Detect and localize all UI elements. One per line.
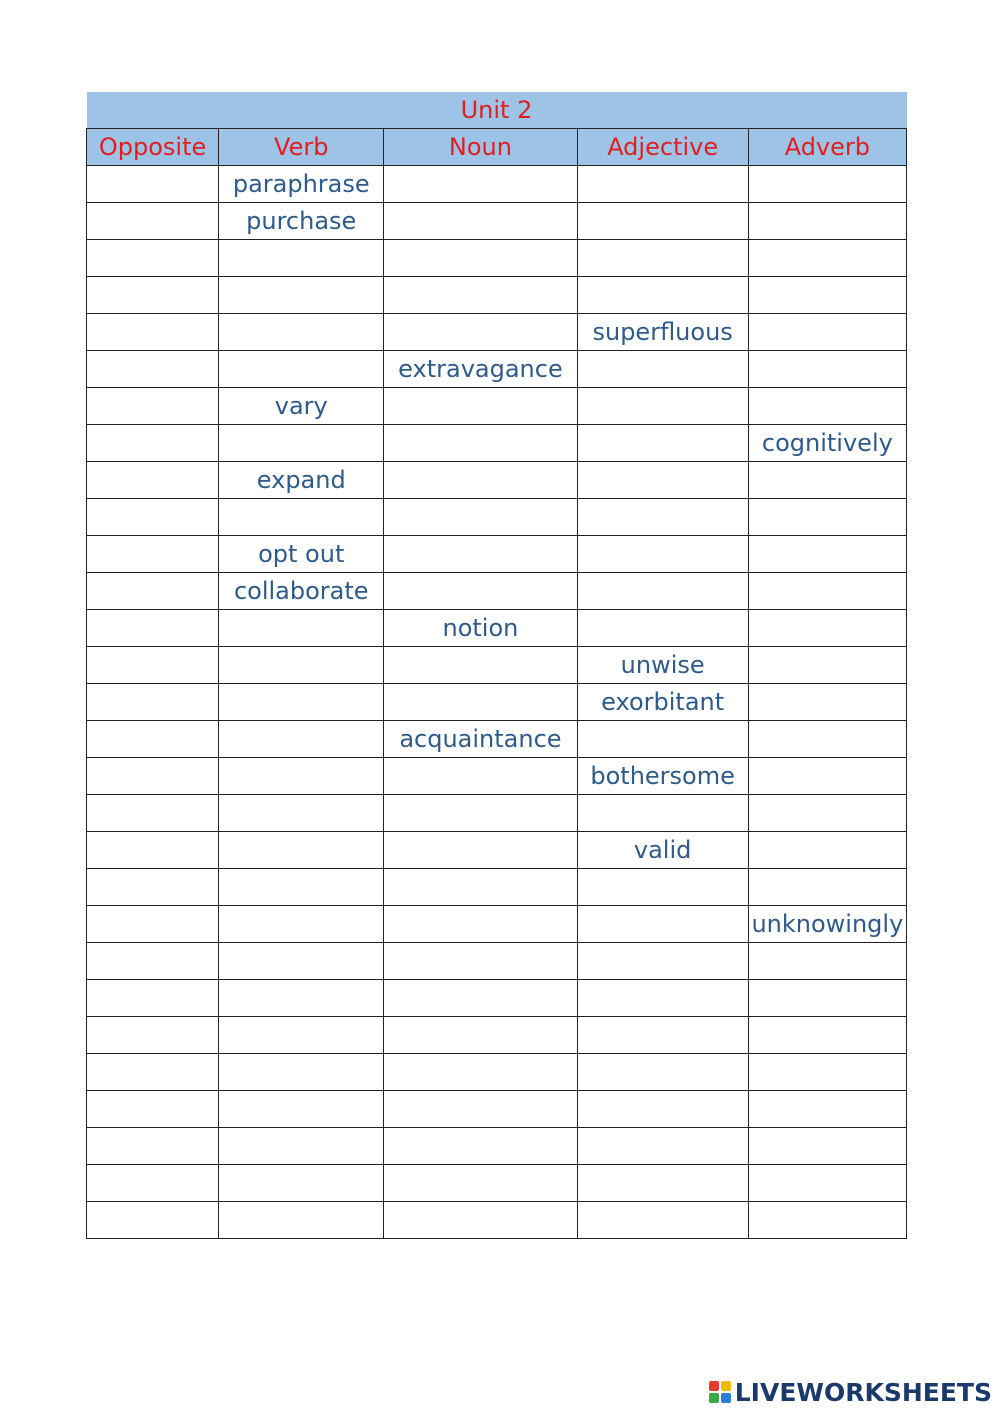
cell-verb[interactable]: [219, 277, 384, 314]
cell-adverb[interactable]: [748, 943, 906, 980]
cell-adjective[interactable]: [577, 277, 748, 314]
table-row: [87, 240, 907, 277]
worksheet-table: [86, 92, 907, 1239]
cell-verb: collaborate: [219, 573, 384, 610]
cell-noun[interactable]: [384, 869, 577, 906]
cell-adjective: bothersome: [577, 758, 748, 795]
cell-adjective: exorbitant: [577, 684, 748, 721]
cell-opposite[interactable]: [87, 1128, 219, 1165]
liveworksheets-logo-icon: [709, 1381, 731, 1403]
cell-noun[interactable]: [384, 1091, 577, 1128]
cell-opposite[interactable]: [87, 1017, 219, 1054]
table-row: [87, 980, 907, 1017]
table-row: [87, 536, 907, 573]
table-row: [87, 684, 907, 721]
cell-verb[interactable]: [219, 647, 384, 684]
cell-opposite[interactable]: [87, 980, 219, 1017]
cell-opposite[interactable]: [87, 166, 219, 203]
cell-adverb[interactable]: [748, 277, 906, 314]
table-row: [87, 795, 907, 832]
table-row: [87, 1091, 907, 1128]
cell-noun[interactable]: [384, 906, 577, 943]
cell-adverb[interactable]: [748, 610, 906, 647]
cell-noun[interactable]: [384, 499, 577, 536]
cell-adverb[interactable]: [748, 832, 906, 869]
cell-verb[interactable]: [219, 758, 384, 795]
cell-adjective[interactable]: [577, 425, 748, 462]
cell-adjective[interactable]: [577, 869, 748, 906]
cell-adjective[interactable]: [577, 721, 748, 758]
table-row: [87, 573, 907, 610]
cell-noun[interactable]: [384, 943, 577, 980]
cell-adjective[interactable]: [577, 795, 748, 832]
cell-adjective[interactable]: [577, 980, 748, 1017]
cell-adverb[interactable]: [748, 1091, 906, 1128]
cell-verb[interactable]: [219, 832, 384, 869]
cell-opposite[interactable]: [87, 832, 219, 869]
cell-adverb[interactable]: [748, 1128, 906, 1165]
cell-opposite[interactable]: [87, 647, 219, 684]
cell-opposite[interactable]: [87, 1091, 219, 1128]
cell-verb[interactable]: [219, 869, 384, 906]
table-row: [87, 1202, 907, 1239]
cell-verb[interactable]: [219, 351, 384, 388]
table-row: [87, 425, 907, 462]
cell-noun[interactable]: [384, 684, 577, 721]
cell-noun[interactable]: [384, 832, 577, 869]
cell-adverb[interactable]: [748, 1165, 906, 1202]
cell-adjective[interactable]: [577, 240, 748, 277]
cell-opposite[interactable]: [87, 240, 219, 277]
cell-adverb[interactable]: [748, 721, 906, 758]
title-row: [87, 92, 907, 129]
cell-adjective[interactable]: [577, 906, 748, 943]
cell-adjective[interactable]: [577, 536, 748, 573]
cell-noun[interactable]: [384, 536, 577, 573]
cell-adjective[interactable]: [577, 388, 748, 425]
cell-noun[interactable]: [384, 388, 577, 425]
cell-adjective[interactable]: [577, 1054, 748, 1091]
cell-verb[interactable]: [219, 1054, 384, 1091]
header-noun: Noun: [384, 129, 577, 166]
cell-noun[interactable]: [384, 1128, 577, 1165]
cell-opposite[interactable]: [87, 906, 219, 943]
cell-adverb[interactable]: [748, 351, 906, 388]
cell-adverb[interactable]: [748, 203, 906, 240]
cell-noun[interactable]: [384, 277, 577, 314]
cell-opposite[interactable]: [87, 758, 219, 795]
cell-verb[interactable]: [219, 1165, 384, 1202]
header-adverb: Adverb: [748, 129, 906, 166]
header-row: [87, 129, 907, 166]
cell-adjective[interactable]: [577, 573, 748, 610]
table-row: [87, 943, 907, 980]
cell-noun[interactable]: [384, 1202, 577, 1239]
table-row: [87, 499, 907, 536]
cell-adverb[interactable]: [748, 536, 906, 573]
cell-adjective[interactable]: [577, 1202, 748, 1239]
cell-opposite[interactable]: [87, 795, 219, 832]
cell-opposite[interactable]: [87, 351, 219, 388]
cell-noun[interactable]: [384, 795, 577, 832]
cell-adverb[interactable]: [748, 980, 906, 1017]
brand-text: LIVEWORKSHEETS: [734, 1377, 992, 1407]
cell-adverb[interactable]: [748, 314, 906, 351]
cell-adverb[interactable]: [748, 1017, 906, 1054]
cell-adjective[interactable]: [577, 351, 748, 388]
cell-adverb[interactable]: [748, 1202, 906, 1239]
table-row: [87, 610, 907, 647]
cell-verb[interactable]: [219, 1017, 384, 1054]
cell-adverb[interactable]: [748, 1054, 906, 1091]
table-row: [87, 758, 907, 795]
cell-verb[interactable]: [219, 499, 384, 536]
cell-verb: expand: [219, 462, 384, 499]
table-row: [87, 1165, 907, 1202]
header-adjective: Adjective: [577, 129, 748, 166]
cell-adjective[interactable]: [577, 462, 748, 499]
table-row: [87, 388, 907, 425]
cell-adjective: valid: [577, 832, 748, 869]
cell-verb[interactable]: [219, 425, 384, 462]
cell-adjective[interactable]: [577, 610, 748, 647]
table-row: [87, 1017, 907, 1054]
cell-adjective[interactable]: [577, 1017, 748, 1054]
cell-adjective: superfluous: [577, 314, 748, 351]
cell-noun: extravagance: [384, 351, 577, 388]
cell-opposite[interactable]: [87, 573, 219, 610]
header-verb: Verb: [219, 129, 384, 166]
cell-verb[interactable]: [219, 240, 384, 277]
cell-noun[interactable]: [384, 573, 577, 610]
table-row: [87, 314, 907, 351]
cell-adjective[interactable]: [577, 499, 748, 536]
cell-noun[interactable]: [384, 1054, 577, 1091]
cell-opposite[interactable]: [87, 499, 219, 536]
cell-adjective[interactable]: [577, 203, 748, 240]
table-row: [87, 462, 907, 499]
cell-opposite[interactable]: [87, 462, 219, 499]
cell-noun[interactable]: [384, 647, 577, 684]
cell-verb[interactable]: [219, 1128, 384, 1165]
table-row: [87, 166, 907, 203]
cell-verb[interactable]: [219, 906, 384, 943]
cell-opposite[interactable]: [87, 869, 219, 906]
cell-opposite[interactable]: [87, 536, 219, 573]
cell-opposite[interactable]: [87, 721, 219, 758]
cell-opposite[interactable]: [87, 684, 219, 721]
cell-noun[interactable]: [384, 462, 577, 499]
table-row: [87, 277, 907, 314]
cell-adverb[interactable]: [748, 166, 906, 203]
cell-adverb[interactable]: [748, 388, 906, 425]
cell-noun: acquaintance: [384, 721, 577, 758]
cell-noun[interactable]: [384, 166, 577, 203]
cell-adverb[interactable]: [748, 499, 906, 536]
cell-opposite[interactable]: [87, 610, 219, 647]
cell-adjective[interactable]: [577, 1128, 748, 1165]
cell-adverb[interactable]: [748, 869, 906, 906]
cell-noun[interactable]: [384, 1017, 577, 1054]
cell-noun: notion: [384, 610, 577, 647]
header-opposite: Opposite: [87, 129, 219, 166]
cell-verb[interactable]: [219, 980, 384, 1017]
table-row: [87, 721, 907, 758]
cell-noun[interactable]: [384, 980, 577, 1017]
cell-adjective[interactable]: [577, 166, 748, 203]
cell-opposite[interactable]: [87, 1202, 219, 1239]
cell-verb: vary: [219, 388, 384, 425]
cell-adverb: cognitively: [748, 425, 906, 462]
table-row: [87, 832, 907, 869]
cell-noun[interactable]: [384, 314, 577, 351]
cell-adverb[interactable]: [748, 240, 906, 277]
cell-opposite[interactable]: [87, 277, 219, 314]
cell-verb[interactable]: [219, 684, 384, 721]
cell-verb[interactable]: [219, 1202, 384, 1239]
cell-adjective[interactable]: [577, 943, 748, 980]
cell-opposite[interactable]: [87, 943, 219, 980]
cell-adverb[interactable]: [748, 573, 906, 610]
cell-adverb[interactable]: [748, 647, 906, 684]
cell-noun[interactable]: [384, 203, 577, 240]
cell-verb[interactable]: [219, 721, 384, 758]
cell-verb[interactable]: [219, 943, 384, 980]
table-row: [87, 1054, 907, 1091]
cell-opposite[interactable]: [87, 203, 219, 240]
cell-adjective[interactable]: [577, 1165, 748, 1202]
cell-verb[interactable]: [219, 1091, 384, 1128]
cell-verb: purchase: [219, 203, 384, 240]
cell-verb: paraphrase: [219, 166, 384, 203]
cell-verb: opt out: [219, 536, 384, 573]
table-row: [87, 351, 907, 388]
table-row: [87, 869, 907, 906]
cell-noun[interactable]: [384, 1165, 577, 1202]
cell-opposite[interactable]: [87, 388, 219, 425]
cell-noun[interactable]: [384, 425, 577, 462]
cell-adverb[interactable]: [748, 462, 906, 499]
cell-opposite[interactable]: [87, 1165, 219, 1202]
unit-title: Unit 2: [87, 92, 907, 129]
cell-adverb: unknowingly: [748, 906, 906, 943]
table-row: [87, 647, 907, 684]
table-row: [87, 1128, 907, 1165]
table-row: [87, 906, 907, 943]
cell-verb[interactable]: [219, 314, 384, 351]
cell-verb[interactable]: [219, 795, 384, 832]
cell-noun[interactable]: [384, 758, 577, 795]
cell-adjective: unwise: [577, 647, 748, 684]
cell-adverb[interactable]: [748, 684, 906, 721]
cell-noun[interactable]: [384, 240, 577, 277]
table-row: [87, 203, 907, 240]
cell-opposite[interactable]: [87, 425, 219, 462]
cell-opposite[interactable]: [87, 1054, 219, 1091]
cell-adverb[interactable]: [748, 795, 906, 832]
liveworksheets-brand: [709, 1376, 992, 1408]
cell-verb[interactable]: [219, 610, 384, 647]
cell-adverb[interactable]: [748, 758, 906, 795]
cell-opposite[interactable]: [87, 314, 219, 351]
cell-adjective[interactable]: [577, 1091, 748, 1128]
